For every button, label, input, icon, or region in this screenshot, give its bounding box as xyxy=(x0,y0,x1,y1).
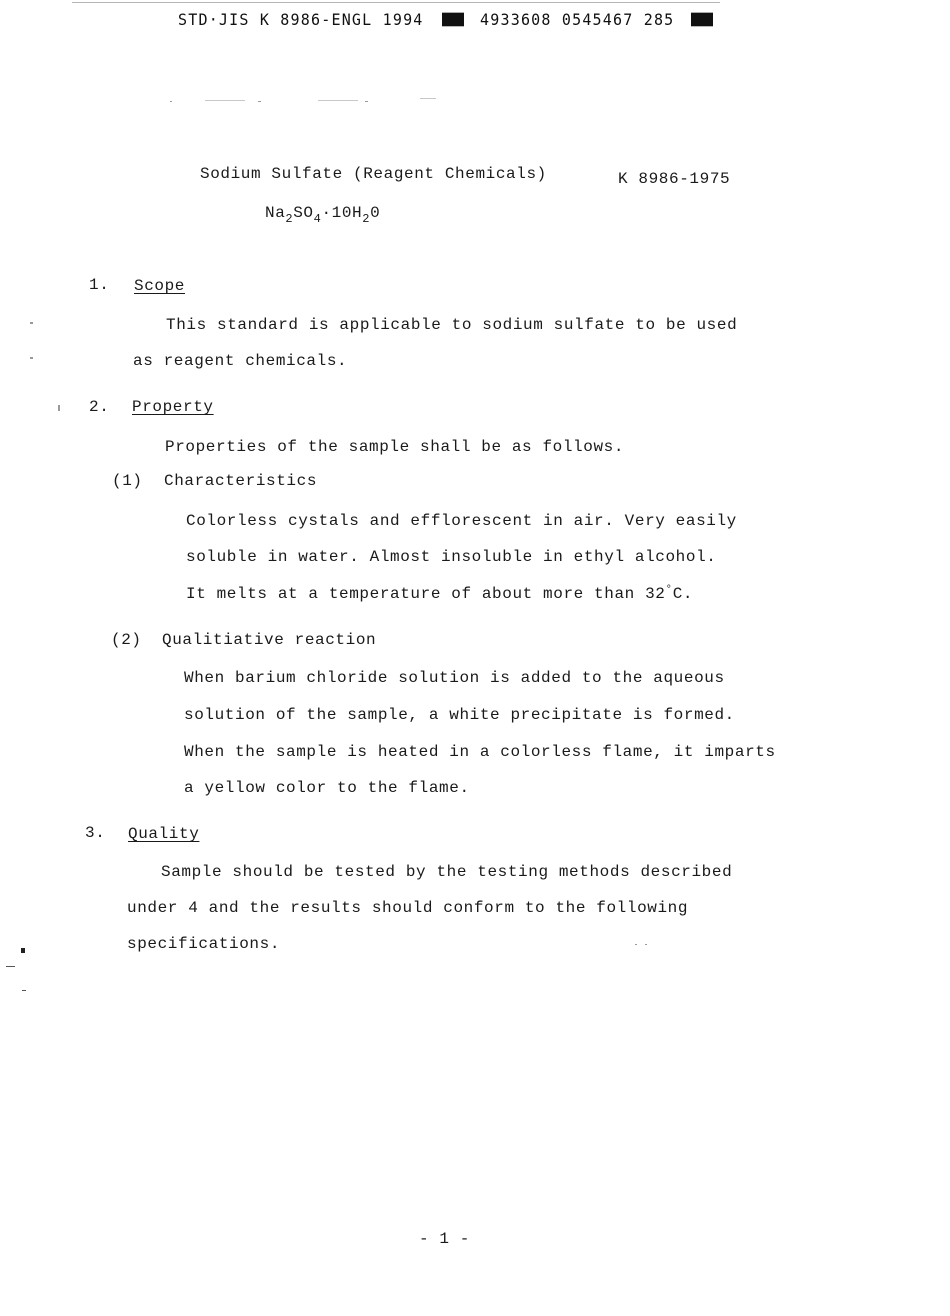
temperature-unit: C. xyxy=(672,585,694,603)
section-number-scope: 1. xyxy=(89,276,110,294)
scan-speck xyxy=(645,944,647,945)
scan-speck xyxy=(30,357,33,359)
scope-line: This standard is applicable to sodium sulfate to be used xyxy=(166,316,738,334)
scan-speck xyxy=(21,948,25,953)
standard-code: K 8986-1975 xyxy=(618,170,731,188)
melting-text: It melts at a temperature of about more than 32 xyxy=(186,585,666,603)
subsection-heading-characteristics: Characteristics xyxy=(164,472,318,490)
redaction-block xyxy=(442,13,464,27)
qualitative-line: When the sample is heated in a colorless flame, it imparts xyxy=(184,743,776,761)
scan-speck xyxy=(258,101,261,102)
stamp-serial: 4933608 0545467 285 xyxy=(480,10,675,30)
stamp-standard-id: STD·JIS K 8986-ENGL 1994 xyxy=(178,10,424,30)
scan-speck xyxy=(420,98,436,99)
scan-speck xyxy=(58,405,60,411)
scan-speck xyxy=(365,101,368,102)
redaction-block xyxy=(691,13,713,27)
qualitative-line: a yellow color to the flame. xyxy=(184,779,470,797)
formula-part: Na xyxy=(265,204,286,222)
characteristics-line: soluble in water. Almost insoluble in ethyl alcohol. xyxy=(186,548,717,566)
formula-part: 0 xyxy=(370,204,381,222)
characteristics-line: Colorless cystals and efflorescent in air. Very easily xyxy=(186,512,737,530)
chemical-formula xyxy=(265,204,381,226)
formula-subscript: 2 xyxy=(285,212,294,226)
scan-speck xyxy=(205,100,245,101)
subsection-heading-qualitative: Qualitiative reaction xyxy=(162,631,377,649)
scan-speck xyxy=(635,944,637,945)
section-heading-quality: Quality xyxy=(128,825,200,843)
subsection-number-characteristics: (1) xyxy=(112,472,143,490)
quality-line: under 4 and the results should conform to the following xyxy=(127,899,689,917)
scan-speck xyxy=(6,966,15,967)
scan-speck xyxy=(30,322,33,324)
section-heading-property: Property xyxy=(132,398,214,416)
section-number-quality: 3. xyxy=(85,824,106,842)
characteristics-melting-line xyxy=(186,585,693,603)
qualitative-line: When barium chloride solution is added to the aqueous xyxy=(184,669,725,687)
formula-subscript: 2 xyxy=(362,212,371,226)
scan-speck xyxy=(170,101,172,102)
scan-top-line xyxy=(72,2,720,3)
formula-part: SO xyxy=(293,204,314,222)
qualitative-line: solution of the sample, a white precipitate is formed. xyxy=(184,706,735,724)
formula-subscript: 4 xyxy=(313,212,322,226)
document-title: Sodium Sulfate (Reagent Chemicals) xyxy=(200,165,547,183)
section-number-property: 2. xyxy=(89,398,110,416)
formula-part: ·10H xyxy=(321,204,363,222)
degree-symbol: ° xyxy=(665,584,673,596)
page-number: - 1 - xyxy=(419,1230,471,1248)
section-heading-scope: Scope xyxy=(134,277,186,295)
quality-line: Sample should be tested by the testing methods described xyxy=(161,863,733,881)
subsection-number-qualitative: (2) xyxy=(111,631,142,649)
scope-line: as reagent chemicals. xyxy=(133,352,348,370)
scan-speck xyxy=(22,990,26,991)
document-stamp-header xyxy=(178,11,713,30)
scan-speck xyxy=(318,100,358,101)
quality-line: specifications. xyxy=(127,935,281,953)
property-intro: Properties of the sample shall be as follows. xyxy=(165,438,625,456)
